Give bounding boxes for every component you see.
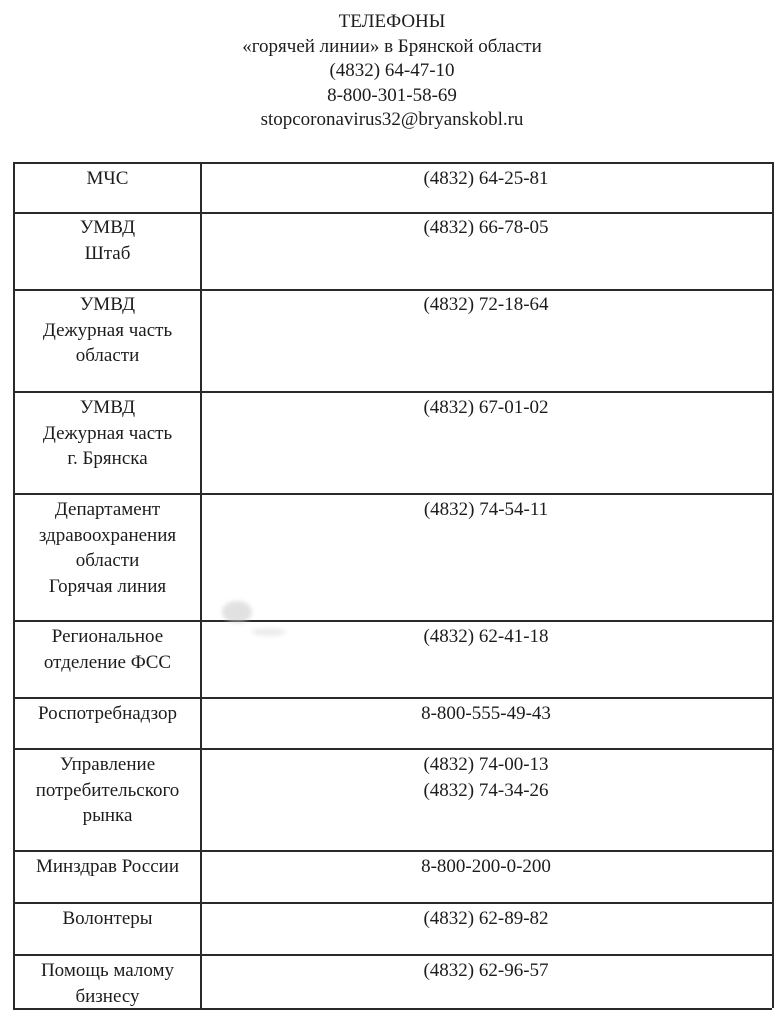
phone-number: (4832) 72-18-64 [423,294,549,315]
org-line: бизнесу [75,985,140,1007]
org-cell [14,292,201,369]
row-divider [13,212,772,214]
phone-number: 8-800-555-49-43 [421,703,551,724]
row-divider [13,902,772,904]
phone-cell [201,701,771,727]
phone-number: 8-800-200-0-200 [421,856,551,877]
org-cell [14,166,201,192]
phone-number: (4832) 62-96-57 [423,960,549,981]
org-line: УМВД [79,294,136,315]
column-divider [13,162,15,1008]
phone-cell [201,958,771,984]
phone-cell [201,854,771,880]
phone-number: (4832) 64-25-81 [423,168,549,189]
org-cell [14,395,201,472]
phone-cell [201,215,771,241]
header-email: stopcoronavirus32@bryanskobl.ru [260,109,524,130]
row-divider [13,697,772,699]
org-line: Дежурная часть [42,422,173,444]
phone-number: (4832) 62-89-82 [423,908,549,929]
org-line: Дежурная часть [42,319,173,341]
phone-cell [201,292,771,318]
phone-cell [201,166,771,192]
phone-cell [201,906,771,932]
org-line: области [75,550,140,571]
row-divider [13,391,772,393]
org-line: здравоохранения [38,524,177,546]
org-line: рынка [82,805,133,826]
org-cell [14,701,201,727]
row-divider [13,162,772,164]
org-line: Управление [59,754,156,775]
header-phone-2: 8-800-301-58-69 [327,84,457,106]
org-line: МЧС [86,168,129,189]
phone-cell [201,752,771,803]
org-cell [14,752,201,829]
org-line: Штаб [84,242,131,264]
org-cell [14,624,201,675]
row-divider [13,850,772,852]
org-line: области [75,345,140,366]
scan-smudge [252,628,286,636]
phone-cell [201,395,771,421]
org-cell [14,854,201,880]
org-cell [14,906,201,932]
row-divider [13,493,772,495]
org-line: потребительского [35,779,180,801]
row-divider [13,289,772,291]
column-divider [200,162,202,1008]
org-line: Помощь малому [40,960,175,981]
document-header [0,10,784,133]
org-cell [14,958,201,1009]
org-cell [14,215,201,266]
phone-number: (4832) 74-00-13 [423,754,549,775]
phone-cell [201,497,771,523]
phone-number: (4832) 62-41-18 [423,626,549,647]
phone-number: (4832) 74-34-26 [423,779,549,801]
org-line: отделение ФСС [43,651,172,673]
org-line: Региональное [51,626,164,647]
scan-smudge [222,601,252,623]
org-line: г. Брянска [67,448,148,469]
phone-number: (4832) 66-78-05 [423,217,549,238]
phone-cell [201,624,771,650]
row-divider [13,1008,772,1010]
row-divider [13,748,772,750]
org-line: Горячая линия [48,575,167,597]
row-divider [13,620,772,622]
header-title: ТЕЛЕФОНЫ [338,11,446,32]
org-line: Роспотребнадзор [38,703,177,724]
org-line: Департамент [54,499,161,520]
header-subtitle: «горячей линии» в Брянской области [242,35,542,57]
row-divider [13,954,772,956]
org-line: Волонтеры [62,908,153,929]
header-phone-1: (4832) 64-47-10 [329,60,455,81]
org-line: УМВД [79,397,136,418]
org-cell [14,497,201,599]
org-line: Минздрав России [36,856,179,877]
phone-number: (4832) 74-54-11 [423,499,549,520]
phone-number: (4832) 67-01-02 [423,397,549,418]
org-line: УМВД [79,217,136,238]
column-divider [772,162,774,1008]
